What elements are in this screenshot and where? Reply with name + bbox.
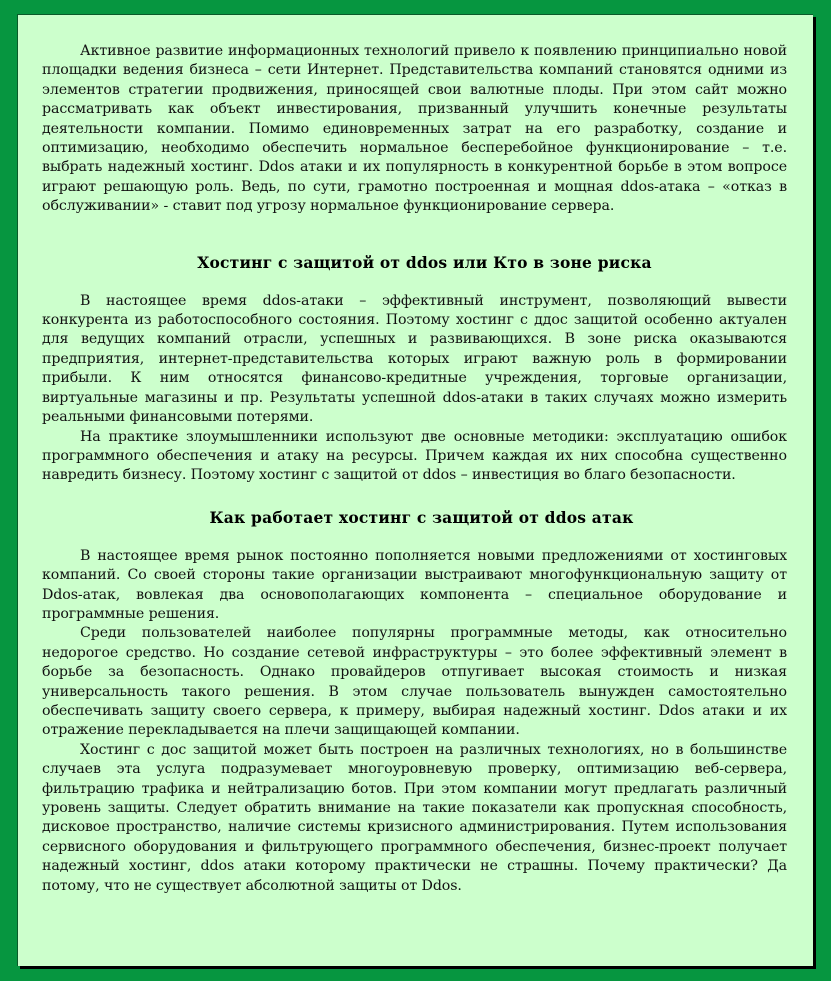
article-panel bbox=[17, 14, 813, 966]
intro-section bbox=[42, 42, 787, 217]
paragraph: В настоящее время ddos-атаки – эффективный инструмент, позволяющий вывести конкурента из работоспособного состояния. Поэтому хостинг с ддос защитой особенно актуален для ведущих компаний отрасли, успешных и развивающихся. В зоне риска оказываются предприятия, интернет-представительства которых играют важную роль в формировании прибыли. К ним относятся финансово-кредитные учреждения, торговые организации, виртуальные магазины и пр. Результаты успешной ddos-атаки в таких случаях можно измерить реальными финансовыми потерями. bbox=[42, 292, 787, 426]
section-hosting-risk bbox=[42, 253, 787, 486]
section-heading-how-it-works: Как работает хостинг с защитой от ddos атак bbox=[209, 507, 634, 527]
paragraph: Среди пользователей наиболее популярны программные методы, как относительно недорогое средство. Но создание сетевой инфраструктуры – это более эффективный элемент в борьбе за безопасность. Однако провайдеров отпугивает высокая стоимость и низкая универсальность такого решения. В этом случае пользователь вынужден самостоятельно обеспечивать защиту своего сервера, к примеру, выбирая надежный хостинг. Ddos атаки и их отражение перекладывается на плечи защищающей компании. bbox=[42, 625, 787, 739]
section-heading-risk: Хостинг с защитой от ddos или Кто в зоне риска bbox=[197, 252, 652, 272]
paragraph: В настоящее время рынок постоянно пополняется новыми предложениями от хостинговых компаний. Со своей стороны такие организации выстраивают многофункциональную защиту от Ddos-атак, вовлекая два основополагающих компонента – специальное оборудование и программные решения. bbox=[42, 547, 787, 622]
article-content bbox=[42, 42, 787, 896]
intro-paragraph: Активное развитие информационных технологий привело к появлению принципиально новой площадки ведения бизнеса – сети Интернет. Представительства компаний становятся одними из элементов стратегии продвижения, приносящей свои валютные плоды. При этом сайт можно рассматривать как объект инвестирования, призванный улучшить конечные результаты деятельности компании. Помимо единовременных затрат на его разработку, создание и оптимизацию, необходимо обеспечить нормальное бесперебойное функционирование – т.е. выбрать надежный хостинг. Ddos атаки и их популярность в конкурентной борьбе в этом вопросе играют решающую роль. Ведь, по сути, грамотно построенная и мощная ddos-атака – «отказ в обслуживании» - ставит под угрозу нормальное функционирование сервера. bbox=[42, 43, 787, 215]
paragraph: Хостинг с дос защитой может быть построен на различных технологиях, но в большинстве случаев эта услуга подразумевает многоуровневую проверку, оптимизацию веб-сервера, фильтрацию трафика и нейтрализацию ботов. При этом компании могут предлагать различный уровень защиты. Следует обратить внимание на такие показатели как пропускная способность, дисковое пространство, наличие системы кризисного администрирования. Путем использования сервисного оборудования и фильтрующего программного обеспечения, бизнес-проект получает надежный хостинг, ddos атаки которому практически не страшны. Почему практически? Да потому, что не существует абсолютной защиты от Ddos. bbox=[42, 741, 787, 894]
paragraph: На практике злоумышленники используют две основные методики: эксплуатацию ошибок программного обеспечения и атаку на ресурсы. Причем каждая их них способна существенно навредить бизнесу. Поэтому хостинг с защитой от ddos – инвестиция во благо безопасности. bbox=[42, 428, 787, 484]
section-how-it-works bbox=[42, 508, 787, 896]
